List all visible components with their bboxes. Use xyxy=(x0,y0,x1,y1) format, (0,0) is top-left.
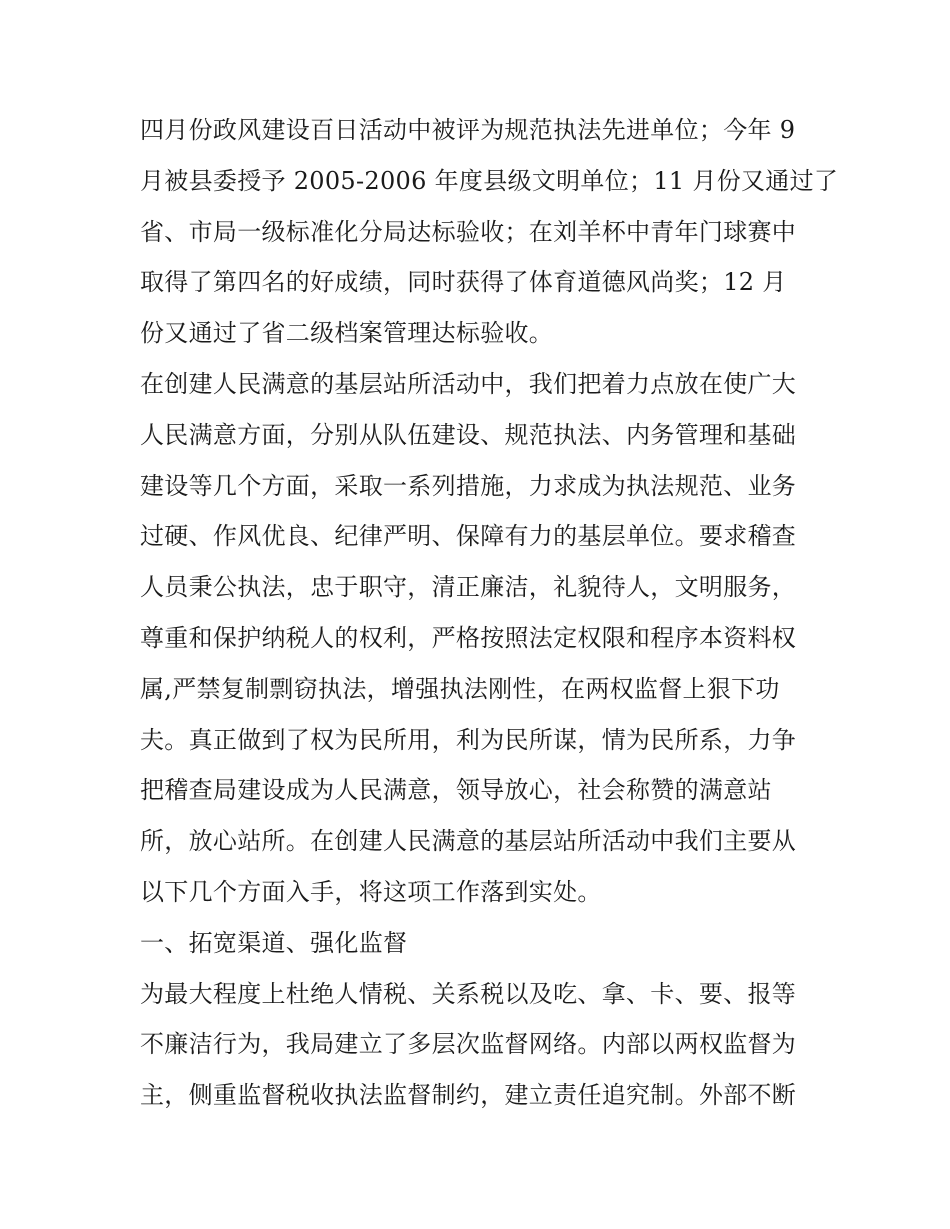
text-line: 人员秉公执法，忠于职守，清正廉洁，礼貌待人，文明服务， xyxy=(140,573,797,602)
text-line: 以下几个方面入手，将这项工作落到实处。 xyxy=(140,877,602,906)
text-line: 省、市局一级标准化分局达标验收；在刘羊杯中青年门球赛中 xyxy=(140,217,797,246)
text-line: 尊重和保护纳税人的权利，严格按照法定权限和程序本资料权 xyxy=(140,623,797,652)
text-line: 份又通过了省二级档案管理达标验收。 xyxy=(140,319,554,348)
text-line: 主，侧重监督税收执法监督制约，建立责任追究制。外部不断 xyxy=(140,1081,797,1110)
text-line: 为最大程度上杜绝人情税、关系税以及吃、拿、卡、要、报等 xyxy=(140,979,797,1008)
text-line: 夫。真正做到了权为民所用，利为民所谋，情为民所系，力争 xyxy=(140,725,797,754)
text-line: 不廉洁行为，我局建立了多层次监督网络。内部以两权监督为 xyxy=(140,1030,797,1059)
document-body xyxy=(140,105,839,1121)
section-heading: 一、拓宽渠道、强化监督 xyxy=(140,928,408,957)
text-line: 取得了第四名的好成绩，同时获得了体育道德风尚奖；12 月 xyxy=(140,268,787,297)
text-line: 所，放心站所。在创建人民满意的基层站所活动中我们主要从 xyxy=(140,827,797,856)
text-line: 过硬、作风优良、纪律严明、保障有力的基层单位。要求稽查 xyxy=(140,522,797,551)
text-line: 月被县委授予 2005-2006 年度县级文明单位；11 月份又通过了 xyxy=(140,166,839,195)
text-line: 把稽查局建设成为人民满意，领导放心，社会称赞的满意站 xyxy=(140,776,772,805)
text-line: 人民满意方面，分别从队伍建设、规范执法、内务管理和基础 xyxy=(140,420,797,449)
text-line: 四月份政风建设百日活动中被评为规范执法先进单位；今年 9 xyxy=(140,116,796,144)
text-line: 在创建人民满意的基层站所活动中，我们把着力点放在使广大 xyxy=(140,369,797,398)
text-line: 属,严禁复制剽窃执法，增强执法刚性，在两权监督上狠下功 xyxy=(140,674,780,703)
text-line: 建设等几个方面，采取一系列措施，力求成为执法规范、业务 xyxy=(140,471,797,500)
